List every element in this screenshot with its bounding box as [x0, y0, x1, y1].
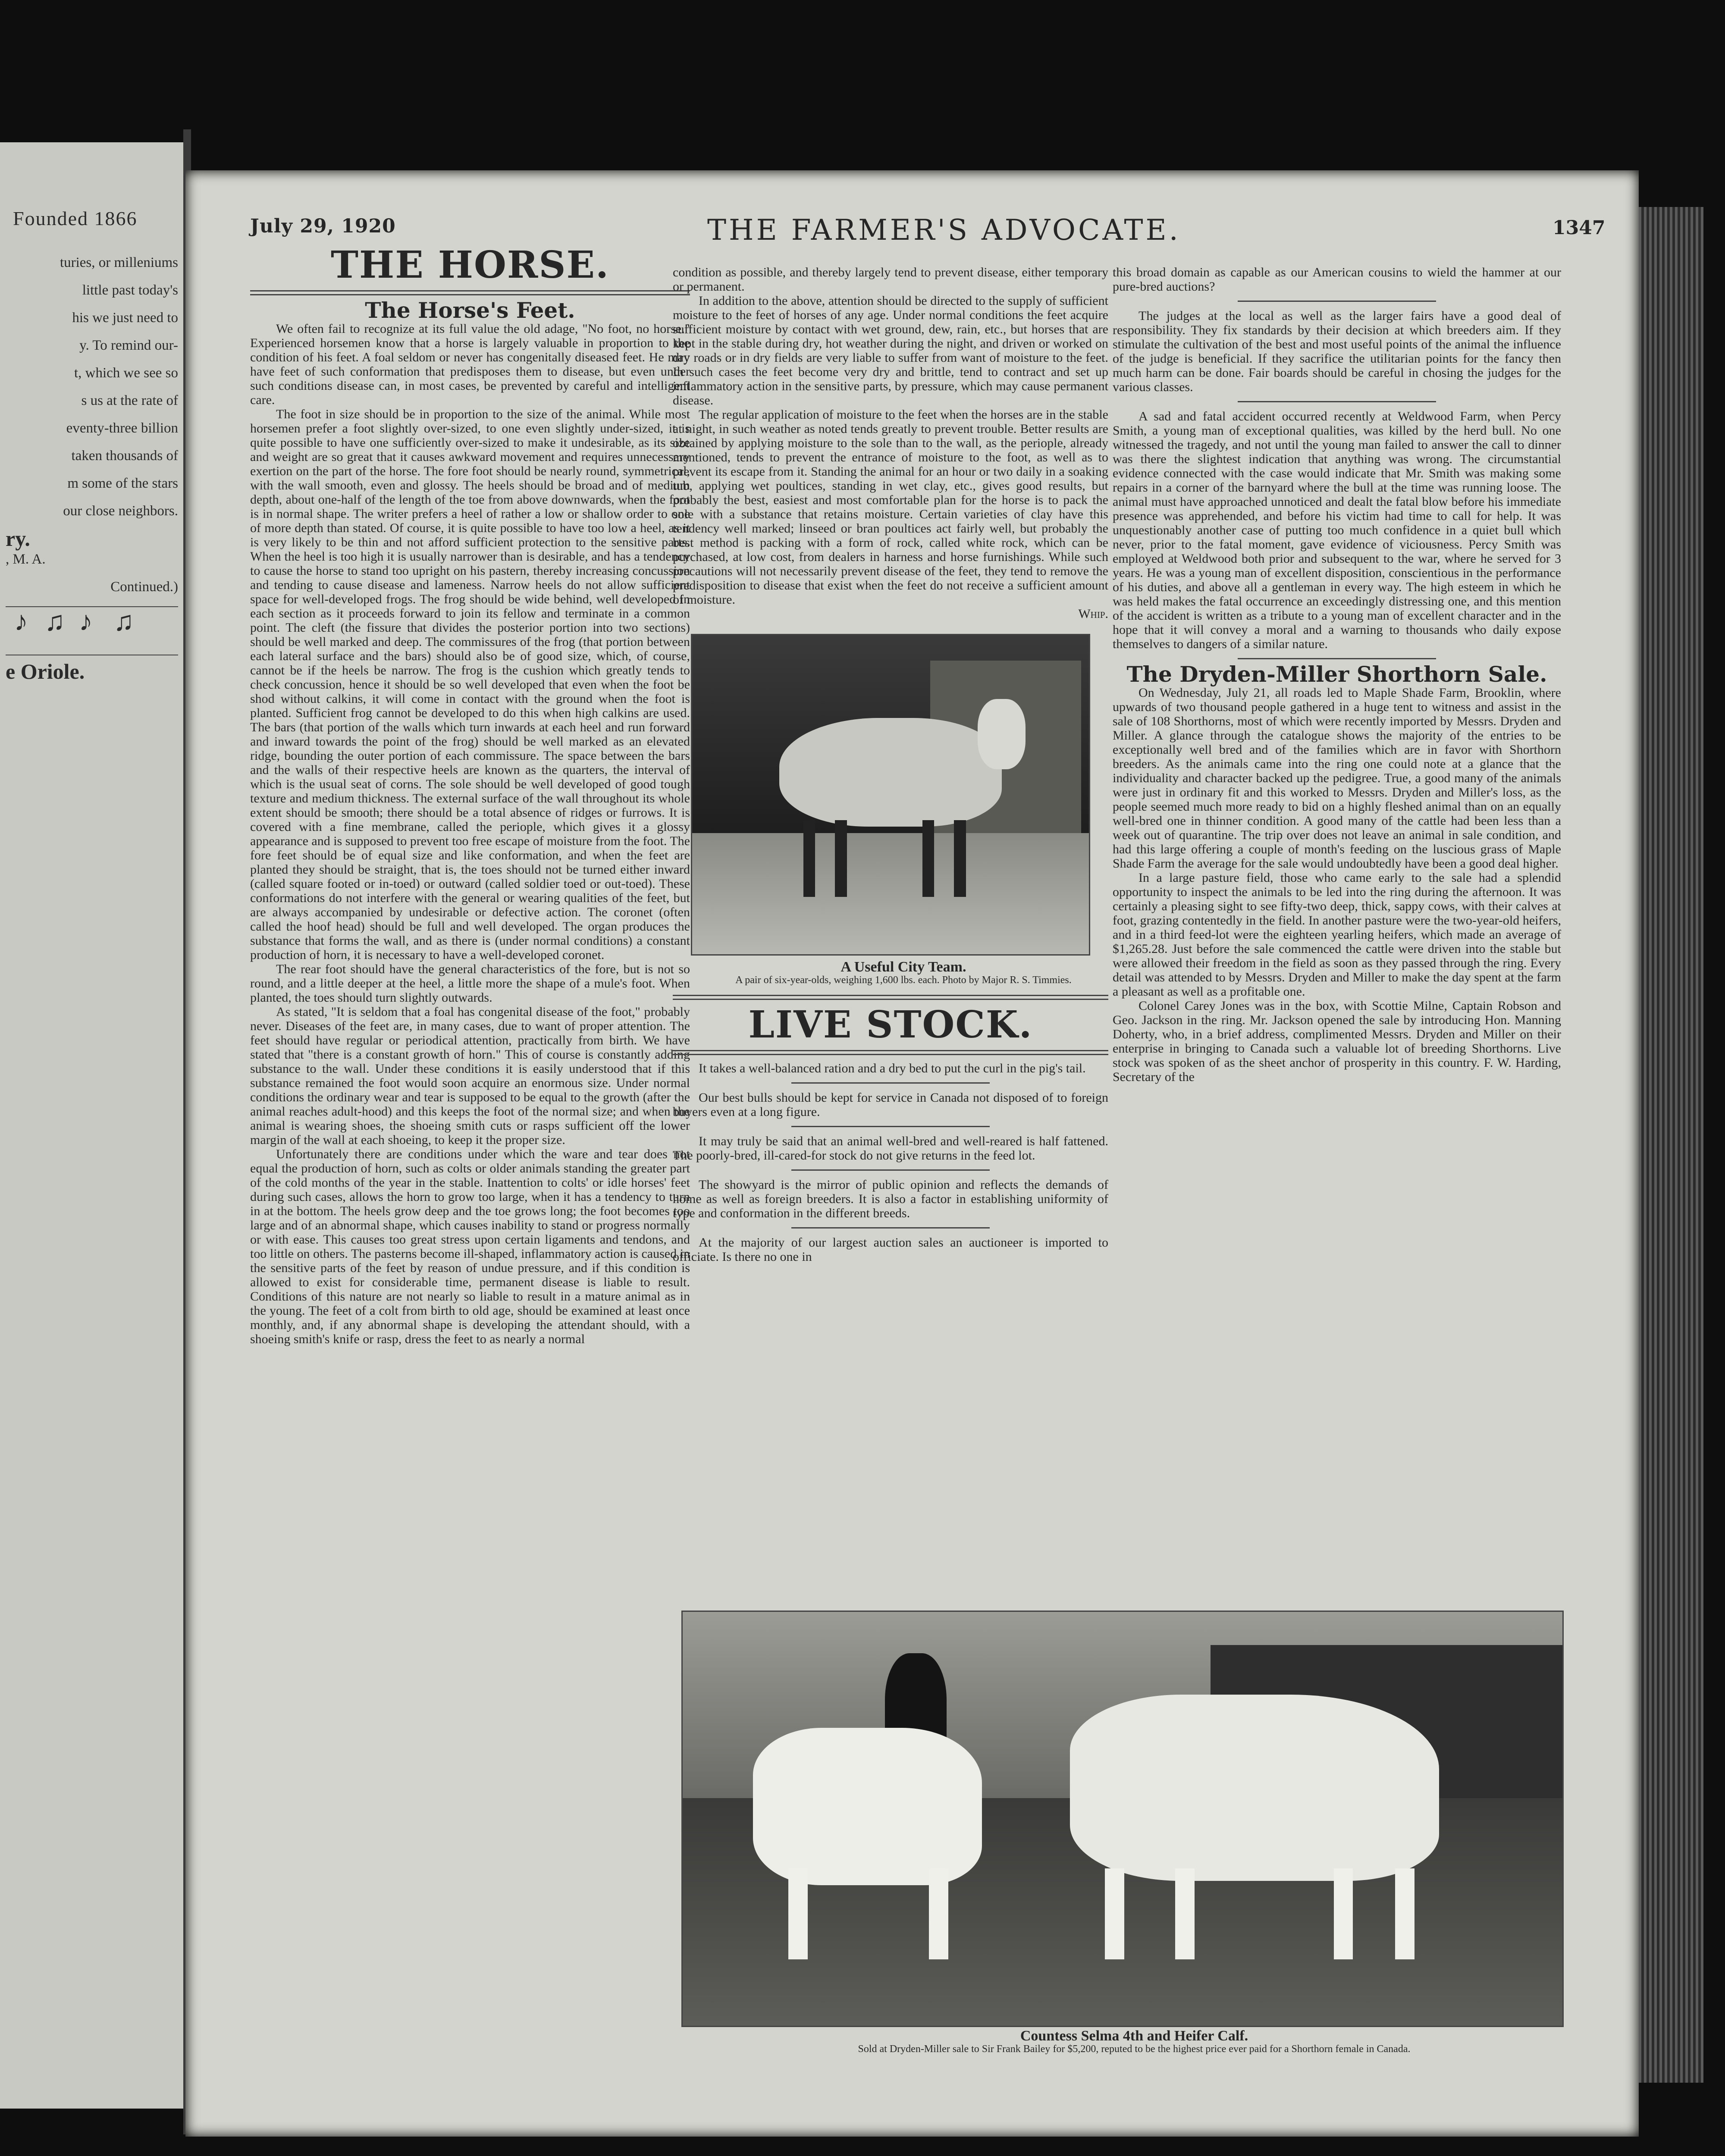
left-page-line: little past today's — [82, 282, 178, 298]
note-divider — [791, 1169, 990, 1171]
left-page-line: our close neighbors. — [63, 503, 178, 519]
article-paragraph: Colonel Carey Jones was in the box, with Scottie Milne, Captain Robson and Geo. Jackson in the ring. Mr. Jackson opened the sale by introducing Hon. Manning Doherty, who, in a brief address, complimented Messrs. Dryden and Miller on their enterprise in bringing to Canada such a valuable lot of breeding Shorthorns. Live stock was spoken of as the sheet anchor of prosperity in this country. F. W. Harding, Secretary of the — [1113, 999, 1561, 1084]
photo-title: A Useful City Team. — [841, 959, 966, 975]
music-staff-illustration: ♪ ♫ ♪ ♫ — [6, 606, 178, 655]
article-title-shorthorn-sale: The Dryden-Miller Shorthorn Sale. — [1126, 661, 1547, 687]
photo-caption: Sold at Dryden-Miller sale to Sir Frank Bailey for $5,200, reputed to be the highest price ever paid for a Shorthorn female in Canada. — [858, 2043, 1411, 2055]
column-right — [1113, 265, 1561, 1084]
livestock-note: It takes a well-balanced ration and a dry bed to put the curl in the pig's tail. — [699, 1061, 1086, 1075]
section-rule — [673, 995, 1108, 1000]
note-divider — [791, 1227, 990, 1228]
running-head — [250, 213, 1639, 247]
photo-countess-selma — [681, 1611, 1564, 2027]
note-divider — [791, 1082, 990, 1084]
article-paragraph: condition as possible, and thereby largely tend to prevent disease, either temporary or permanent. — [673, 265, 1108, 294]
section-heading-livestock: LIVE STOCK. — [748, 1003, 1033, 1047]
article-paragraph: The rear foot should have the general characteristics of the fore, but is not so round, and a little deeper at the heel, a little more the shape of a mule's foot. When planted, the toes should turn slightly outwards. — [250, 962, 690, 1005]
article-paragraph: In addition to the above, attention should be directed to the supply of sufficient moisture to the feet of horses of any age. Under normal conditions the feet acquire sufficient moisture by contact with wet ground, dew, rain, etc., but horses that are kept in the stable during dry, hot weather during the night, and driven or worked on dry roads or in dry fields are very liable to suffer from want of moisture to the feet. In such cases the feet become very dry and brittle, tend to contract and set up inflammatory action in the sensitive parts, by pressure, which may cause permanent disease. — [673, 294, 1108, 407]
photo-title: Countess Selma 4th and Heifer Calf. — [1020, 2028, 1248, 2044]
left-page-column — [6, 254, 178, 684]
cattle-caption-block — [681, 2029, 1561, 2055]
left-page-line: taken thousands of — [71, 448, 178, 464]
left-page-line: his we just need to — [72, 310, 178, 326]
left-page-line: eventy-three billion — [66, 420, 178, 436]
cow-figure — [1070, 1695, 1440, 1881]
article-paragraph: this broad domain as capable as our American cousins to wield the hammer at our pure-bred auctions? — [1113, 265, 1561, 294]
photo-city-team — [691, 634, 1090, 956]
column-middle — [673, 265, 1108, 1264]
article-paragraph: In a large pasture field, those who came early to the sale had a splendid opportunity to inspect the animals to be led into the ring during the afternoon. It was certainly a pleasing sight to see fifty-two deep, thick, sappy cows, with their calves at foot, grazing contentedly in the field. In another pasture were the two-year-old heifers, and in a third feed-lot were the eighteen yearling heifers, which made an average of $1,265.28. Just before the sale commenced the cattle were driven into the stable but were allowed their freedom in the field as soon as they passed through the ring. Every detail was attended to by Messrs. Dryden and Miller to make the day spent at the farm a pleasant as well as a profitable one. — [1113, 871, 1561, 999]
left-page-line: m some of the stars — [67, 476, 178, 491]
left-page-bird-heading: e Oriole. — [6, 659, 85, 683]
section-rule — [250, 290, 690, 295]
issue-date: July 29, 1920 — [250, 215, 396, 237]
horse-figure — [779, 718, 1001, 827]
article-paragraph: As stated, "It is seldom that a foal has congenital disease of the foot," probably never. Diseases of the feet are, in many cases, due to want of proper attention. The feet should have regular or periodical attention, practically from birth. We have stated that "there is a constant growth of horn." This of course is constantly adding substance to the wall. Under these conditions it is easily understood that if this substance remained the foot would soon acquire an enormous size. Under normal conditions the ordinary wear and tear is supposed to be equal to the growth (after the animal reaches adult-hood) and this keeps the foot of the normal size; and when the animal is wearing shoes, the shoeing smith cuts or rasps sufficient off the lower margin of the wall at each shoeing, to keep it the proper size. — [250, 1005, 690, 1147]
article-paragraph: We often fail to recognize at its full value the old adage, "No foot, no horse." Experienced horsemen know that a horse is largely valuable in proportion to the condition of his feet. A foal seldom or never has congenitally diseased feet. He may have feet of such conformation that predisposes them to disease, but even under such conditions disease can, in most cases, be prevented by careful and intelligent care. — [250, 322, 690, 407]
note-divider — [1238, 301, 1436, 302]
article-paragraph: On Wednesday, July 21, all roads led to Maple Shade Farm, Brooklin, where upwards of two thousand people gathered in a huge tent to witness and assist in the sale of 108 Shorthorns, most of which were recently imported by Messrs. Dryden and Miller. A glance through the catalogue shows the majority of the entries to be exceptionally well bred and of the families which are in favor with Shorthorn breeders. As the animals came into the ring one could note at a glance that the individuality and character backed up the pedigree. True, a good many of the animals were just in ordinary fit and this worked to Messrs. Dryden and Miller's loss, as the people seemed much more ready to bid on a highly fleshed animal than on an equally well-bred one in thinner condition. A good many of the cattle had been less than a week out of quarantine. The trip over does not leave an animal in sale condition, and had this large offering a couple of month's feeding on the luscious grass of Maple Shade Farm the average for the sale would undoubtedly have been a good deal higher. — [1113, 686, 1561, 871]
livestock-note: It may truly be said that an animal well-bred and well-reared is half fattened. The poorly-bred, ill-cared-for stock do not give returns in the feed lot. — [673, 1134, 1108, 1163]
judges-note: The judges at the local as well as the larger fairs have a good deal of responsibility. They fix standards by their decision at which breeders aim. If they stimulate the cultivation of the best and most useful points of the animal the influence of the judge is beneficial. If they sacrifice the utilitarian points for the fancy then much harm can be done. Fair boards should be careful in chosing the judges for the various classes. — [1113, 309, 1561, 394]
article-paragraph: Unfortunately there are conditions under which the ware and tear does not equal the production of horn, such as colts or older animals standing the greater part of the cold months of the year in the stable. Inattention to colts' or idle horses' feet during such cases, allows the horn to grow too large, when it has a tendency to turn in at the bottom. The heels grow deep and the toe grows long; the foot becomes too large and of an abnormal shape, which causes inability to stand or progress normally or with ease. This causes too great stress upon certain ligaments and tendons, and too little on others. The pasterns become ill-shaped, inflammatory action is caused in the sensitive parts of the feet by reason of undue pressure, and if this condition is allowed to exist for considerable time, permanent disease is liable to result. Conditions of this nature are not nearly so liable to result in a mature animal as in the young. The feet of a colt from birth to old age, should be examined at least once monthly, and, if any abnormal shape is developing the attendant should, with a shoeing smith's knife or rasp, dress the feet to as nearly a normal — [250, 1147, 690, 1346]
photo-caption: A pair of six-year-olds, weighing 1,600 lbs. each. Photo by Major R. S. Timmies. — [735, 975, 1072, 986]
left-page-header: Founded 1866 — [13, 207, 138, 229]
left-page-line: turies, or milleniums — [60, 255, 178, 270]
section-rule — [673, 1050, 1108, 1055]
livestock-note: At the majority of our largest auction sales an auctioneer is imported to officiate. Is there no one in — [673, 1235, 1108, 1264]
note-divider — [1238, 658, 1436, 659]
page-number: 1347 — [1552, 217, 1606, 239]
page-stack-edge — [1639, 207, 1703, 2083]
left-page-byline: , M. A. — [6, 552, 46, 567]
magazine-page — [185, 170, 1639, 2137]
livestock-note: The showyard is the mirror of public opinion and reflects the demands of home as well as foreign breeders. It is also a factor in establishing uniformity of type and conformation in the different breeds. — [673, 1178, 1108, 1220]
note-divider — [791, 1126, 990, 1127]
calf-figure — [753, 1728, 982, 1885]
section-heading-horse: THE HORSE. — [331, 243, 609, 287]
author-signature: Whip. — [1078, 607, 1108, 621]
article-paragraph: The regular application of moisture to the feet when the horses are in the stable at night, in such weather as noted tends greatly to prevent trouble. Better results are obtained by applying moisture to the sole than to the wall, as the periople, already mentioned, tends to prevent the entrance of moisture to the foot, as well as to prevent its escape from it. Standing the animal for an hour or two daily in a soaking tub, applying wet poultices, standing in wet clay, etc., gives good results, but probably the best, easiest and most comfortable plan for the horse is to pack the sole with a substance that retains moisture. Certain varieties of clay have this tendency well marked; linseed or bran poultices act fairly well, but probably the best method is packing with a form of rock, called white rock, which can be purchased, at low cost, from dealers in harness and horse furnishings. While such precautions will not necessarily prevent disease of the feet, they tend to remove the predisposition to disease that exist when the feet do not receive a sufficient amount of moisture. — [673, 407, 1108, 607]
left-page-fragment — [0, 142, 183, 2109]
article-paragraph: The foot in size should be in proportion to the size of the animal. While most horsemen prefer a foot slightly over-sized, to one even slightly under-sized, it is quite possible to have one sufficiently over-sized to make it undesirable, as its size and weight are so great that it causes awkward movement and requires unnecessary exertion on the part of the horse. The fore foot should be nearly round, symmetrical, with the wall smooth, even and glossy. The heels should be broad and of medium depth, about one-half of the length of the toe from above downwards, when the foot is in normal shape. The writer prefers a heel of rather a low or shallow order to one of more depth than stated. Of course, it is quite possible to have too low a heel, as it is very likely to be thin and not afford sufficient protection to the sensitive parts. When the heel is too high it is usually narrower than is desirable, and has a tendency to cause the horse to stand too upright on his pastern, thereby increasing concussion and tending to cause disease and lameness. Narrow heels do not allow sufficient space for well-developed frogs. The frog should be wide behind, well developed in each section as it proceeds forward to join its fellow and terminate in a common point. The cleft (the fissure that divides the posterior portion into two sections) should be well marked and deep. The commissures of the frog (that portion between each lateral surface and the bars) should also be of good size, which, of course, cannot be if the heels be narrow. The frog is the cushion which greatly tends to check concussion, hence it should be so well developed that even when the foot be shod without calkins, it will come in contact with the ground when the foot is planted. Sufficient frog cannot be developed to do this when high calkins are used. The bars (that portion of the walls which turn inwards at each heel and run forward and inward towards the point of the frog) should be well marked as an elevated ridge, bounding the outer portion of each commissure. The space between the bars and the walls of their respective heels are known as the quarters, the interval of which is the usual seat of corns. The sole should be well developed of good tough texture and medium thickness. The external surface of the wall throughout its whole extent should be smooth; there should be a total absence of ridges or furrows. It is covered with a fine membrane, called the periople, which gives it a glossy appearance and is supposed to prevent too free escape of moisture from the foot. The fore feet should be of equal size and like conformation, and when the feet are planted they should be straight, that is, the toes should not be turned either inward (called square footed or in-toed) or outward (called soldier toed or out-toed). These conformations do not interfere with the general or wearing qualities of the feet, but are always accompanied by undesirable or defective action. The coronet (often called the hoof head) should be full and well developed. The organ produces the substance that forms the wall, and as there is (under normal conditions) a constant production of horn, it is necessary to have a well-developed coronet. — [250, 407, 690, 962]
livestock-note: Our best bulls should be kept for service in Canada not disposed of to foreign buyers even at a long figure. — [673, 1091, 1108, 1119]
note-divider — [1238, 401, 1436, 402]
left-page-continued: Continued.) — [110, 579, 178, 595]
left-page-line: t, which we see so — [74, 365, 178, 381]
accident-note: A sad and fatal accident occurred recently at Weldwood Farm, when Percy Smith, a young man of exceptional qualities, was killed by the herd bull. No one witnessed the tragedy, and not until the young man failed to answer the call to dinner was there the slightest indication that anything was wrong. The circumstantial evidence connected with the case would indicate that Mr. Smith was making some repairs in a corner of the barnyard where the bull at the time was running loose. The animal must have approached unnoticed and dealt the fatal blow before his immediate presence was apprehended, and before his victim had time to call for help. It was unquestionably another case of putting too much confidence in a quiet bull which never, prior to the fatal moment, gave evidence of viciousness. Percy Smith was employed at Weldwood both prior and subsequent to the war, where he served for 3 years. He was a young man of excellent disposition, conscientious in the performance of his duties, and above all a gentleman in every way. The high esteem in which he was held makes the fatal occurrence an exceedingly distressing one, and this mention of the accident is written as a tribute to a young man of excellent character and in the hope that it will convey a moral and a warning to thousands who daily expose themselves to dangers of a similar nature. — [1113, 409, 1561, 651]
left-page-line: y. To remind our- — [79, 338, 178, 353]
left-page-line: s us at the rate of — [81, 393, 178, 408]
publication-title: THE FARMER'S ADVOCATE. — [707, 213, 1181, 247]
article-title-horses-feet: The Horse's Feet. — [365, 298, 575, 323]
left-page-heading: ry. — [6, 526, 30, 551]
column-horse — [250, 244, 690, 1346]
